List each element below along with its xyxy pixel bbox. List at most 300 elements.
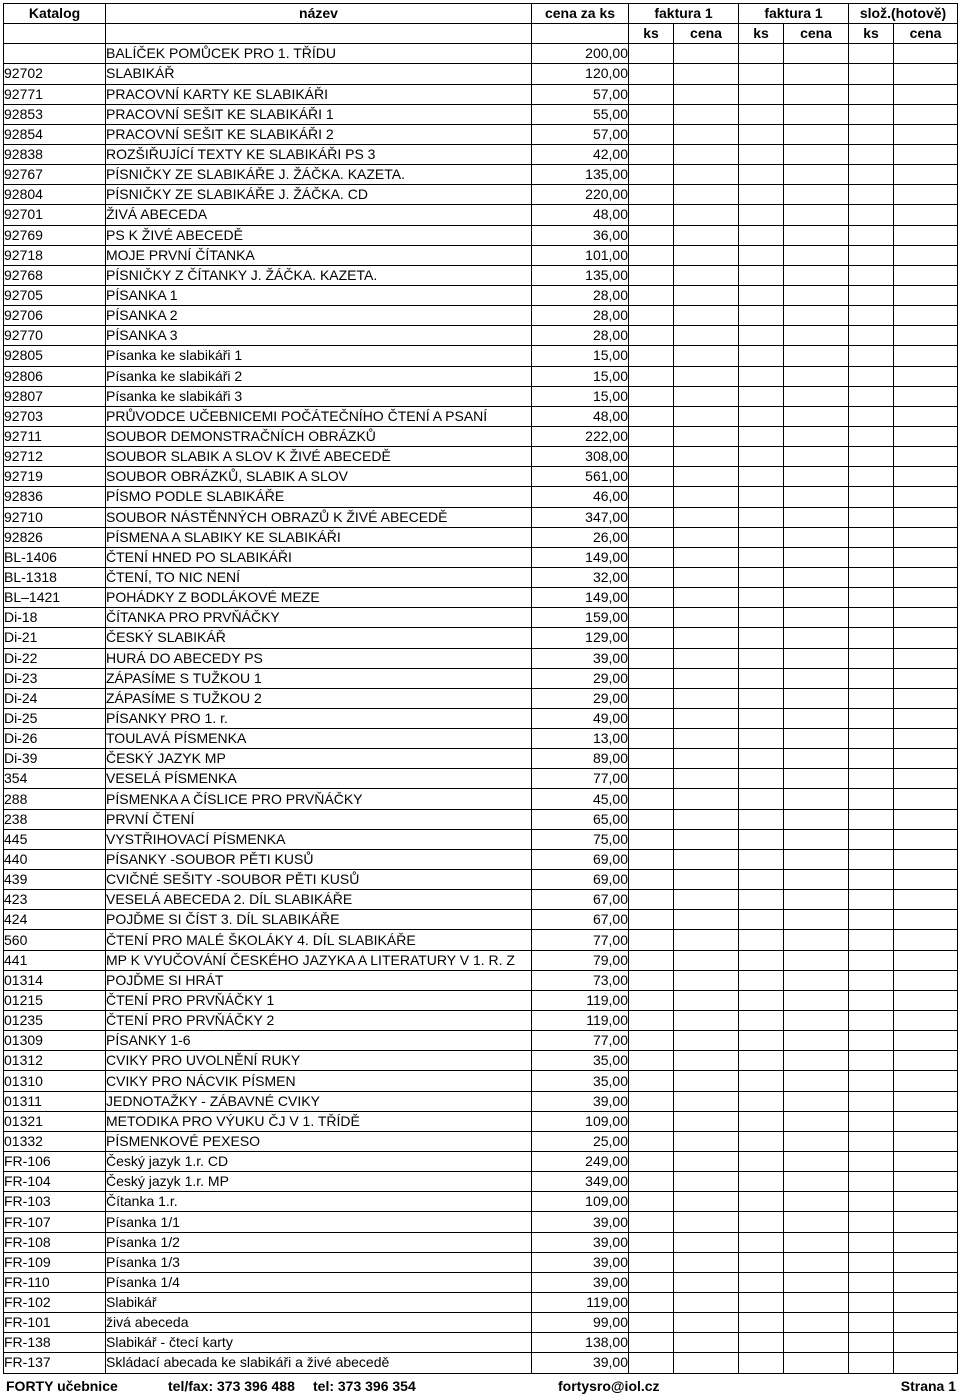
item-price: 349,00 bbox=[532, 1172, 629, 1192]
item-code: 423 bbox=[4, 890, 106, 910]
item-code: 92836 bbox=[4, 487, 106, 507]
ks-cell bbox=[849, 64, 894, 84]
table-row bbox=[4, 1131, 958, 1151]
ks-cell bbox=[739, 306, 784, 326]
ks-cell bbox=[629, 144, 674, 164]
ks-cell bbox=[849, 426, 894, 446]
item-name: Slabikář - čtecí karty bbox=[106, 1333, 532, 1353]
cena-cell bbox=[674, 1293, 739, 1313]
item-price: 79,00 bbox=[532, 950, 629, 970]
ks-cell bbox=[739, 144, 784, 164]
item-code: 445 bbox=[4, 829, 106, 849]
table-row bbox=[4, 1272, 958, 1292]
cena-cell bbox=[674, 1111, 739, 1131]
cena-cell bbox=[894, 225, 958, 245]
table-row bbox=[4, 567, 958, 587]
item-name: Český jazyk 1.r. CD bbox=[106, 1152, 532, 1172]
cena-cell bbox=[674, 1071, 739, 1091]
item-name: PRŮVODCE UČEBNICEMI POČÁTEČNÍHO ČTENÍ A PSANÍ bbox=[106, 406, 532, 426]
ks-cell bbox=[849, 1313, 894, 1333]
cena-cell bbox=[894, 668, 958, 688]
cena-cell bbox=[784, 648, 849, 668]
ks-cell bbox=[849, 870, 894, 890]
ks-cell bbox=[849, 144, 894, 164]
item-name: PS K ŽIVÉ ABECEDĚ bbox=[106, 225, 532, 245]
cena-cell bbox=[784, 1111, 849, 1131]
ks-cell bbox=[629, 1172, 674, 1192]
ks-cell bbox=[739, 426, 784, 446]
cena-cell bbox=[674, 648, 739, 668]
cena-cell bbox=[784, 1313, 849, 1333]
ks-cell bbox=[739, 890, 784, 910]
cena-cell bbox=[674, 64, 739, 84]
table-row bbox=[4, 1071, 958, 1091]
cena-cell bbox=[894, 1071, 958, 1091]
ks-cell bbox=[629, 567, 674, 587]
item-code: 92806 bbox=[4, 366, 106, 386]
item-name: ŽIVÁ ABECEDA bbox=[106, 205, 532, 225]
ks-cell bbox=[739, 1152, 784, 1172]
footer-page-number: Strana 1 bbox=[900, 1378, 956, 1394]
item-code: 92826 bbox=[4, 527, 106, 547]
cena-cell bbox=[674, 930, 739, 950]
footer-email: fortysro@iol.cz bbox=[558, 1378, 660, 1394]
item-name: CVIKY PRO UVOLNĚNÍ RUKY bbox=[106, 1051, 532, 1071]
cena-cell bbox=[894, 567, 958, 587]
table-row bbox=[4, 245, 958, 265]
ks-cell bbox=[849, 527, 894, 547]
ks-cell bbox=[739, 910, 784, 930]
cena-cell bbox=[674, 809, 739, 829]
item-price: 57,00 bbox=[532, 84, 629, 104]
cena-cell bbox=[784, 708, 849, 728]
table-row bbox=[4, 1011, 958, 1031]
item-code: FR-107 bbox=[4, 1212, 106, 1232]
catalog-table bbox=[3, 3, 958, 1374]
item-code: 01321 bbox=[4, 1111, 106, 1131]
ks-cell bbox=[739, 1111, 784, 1131]
table-row bbox=[4, 467, 958, 487]
cena-cell bbox=[784, 910, 849, 930]
ks-cell bbox=[849, 386, 894, 406]
item-price: 39,00 bbox=[532, 1212, 629, 1232]
cena-cell bbox=[894, 84, 958, 104]
ks-cell bbox=[739, 708, 784, 728]
cena-cell bbox=[784, 326, 849, 346]
ks-cell bbox=[629, 1131, 674, 1151]
ks-cell bbox=[849, 285, 894, 305]
ks-cell bbox=[629, 1031, 674, 1051]
item-price: 42,00 bbox=[532, 144, 629, 164]
item-name: PÍSANKY -SOUBOR PĚTI KUSŮ bbox=[106, 849, 532, 869]
item-code: 92771 bbox=[4, 84, 106, 104]
cena-cell bbox=[894, 447, 958, 467]
item-code: 01311 bbox=[4, 1091, 106, 1111]
item-name: SLABIKÁŘ bbox=[106, 64, 532, 84]
item-price: 347,00 bbox=[532, 507, 629, 527]
cena-cell bbox=[894, 1111, 958, 1131]
cena-cell bbox=[674, 144, 739, 164]
ks-cell bbox=[739, 447, 784, 467]
cena-cell bbox=[674, 205, 739, 225]
cena-cell bbox=[784, 1293, 849, 1313]
cena-cell bbox=[674, 507, 739, 527]
item-price: 29,00 bbox=[532, 668, 629, 688]
table-row bbox=[4, 386, 958, 406]
item-code: 92807 bbox=[4, 386, 106, 406]
cena-cell bbox=[894, 265, 958, 285]
cena-cell bbox=[674, 44, 739, 64]
table-row bbox=[4, 950, 958, 970]
item-code: 01314 bbox=[4, 970, 106, 990]
table-row bbox=[4, 306, 958, 326]
item-code: 92768 bbox=[4, 265, 106, 285]
cena-cell bbox=[894, 165, 958, 185]
item-name: ČESKÝ SLABIKÁŘ bbox=[106, 628, 532, 648]
item-name: PRACOVNÍ SEŠIT KE SLABIKÁŘI 1 bbox=[106, 104, 532, 124]
cena-cell bbox=[894, 1333, 958, 1353]
item-code: 01215 bbox=[4, 990, 106, 1010]
table-row bbox=[4, 708, 958, 728]
ks-cell bbox=[739, 1333, 784, 1353]
ks-cell bbox=[739, 990, 784, 1010]
ks-cell bbox=[849, 124, 894, 144]
item-price: 120,00 bbox=[532, 64, 629, 84]
item-price: 138,00 bbox=[532, 1333, 629, 1353]
item-price: 35,00 bbox=[532, 1051, 629, 1071]
item-code: Di-24 bbox=[4, 688, 106, 708]
ks-cell bbox=[849, 1353, 894, 1373]
ks-cell bbox=[629, 1192, 674, 1212]
ks-cell bbox=[849, 729, 894, 749]
ks-cell bbox=[849, 1071, 894, 1091]
table-row bbox=[4, 809, 958, 829]
cena-cell bbox=[894, 306, 958, 326]
item-code: FR-137 bbox=[4, 1353, 106, 1373]
ks-cell bbox=[739, 84, 784, 104]
cena-cell bbox=[784, 849, 849, 869]
item-price: 308,00 bbox=[532, 447, 629, 467]
header-ks: ks bbox=[739, 24, 784, 44]
cena-cell bbox=[784, 668, 849, 688]
cena-cell bbox=[894, 1192, 958, 1212]
ks-cell bbox=[849, 970, 894, 990]
ks-cell bbox=[629, 608, 674, 628]
table-row bbox=[4, 990, 958, 1010]
ks-cell bbox=[849, 809, 894, 829]
item-price: 129,00 bbox=[532, 628, 629, 648]
ks-cell bbox=[629, 1011, 674, 1031]
ks-cell bbox=[739, 185, 784, 205]
ks-cell bbox=[629, 1252, 674, 1272]
cena-cell bbox=[894, 386, 958, 406]
item-code: Di-21 bbox=[4, 628, 106, 648]
item-name: Skládací abecada ke slabikáři a živé abecedě bbox=[106, 1353, 532, 1373]
cena-cell bbox=[894, 205, 958, 225]
ks-cell bbox=[629, 306, 674, 326]
item-price: 39,00 bbox=[532, 648, 629, 668]
item-code: Di-25 bbox=[4, 708, 106, 728]
cena-cell bbox=[894, 527, 958, 547]
cena-cell bbox=[674, 306, 739, 326]
table-row bbox=[4, 527, 958, 547]
ks-cell bbox=[849, 1232, 894, 1252]
ks-cell bbox=[849, 588, 894, 608]
cena-cell bbox=[674, 84, 739, 104]
ks-cell bbox=[629, 628, 674, 648]
ks-cell bbox=[629, 1152, 674, 1172]
table-row bbox=[4, 1293, 958, 1313]
cena-cell bbox=[674, 1192, 739, 1212]
table-row bbox=[4, 729, 958, 749]
table-row bbox=[4, 1051, 958, 1071]
cena-cell bbox=[894, 124, 958, 144]
cena-cell bbox=[784, 527, 849, 547]
ks-cell bbox=[629, 1111, 674, 1131]
cena-cell bbox=[784, 144, 849, 164]
table-row bbox=[4, 487, 958, 507]
cena-cell bbox=[894, 588, 958, 608]
item-price: 39,00 bbox=[532, 1252, 629, 1272]
cena-cell bbox=[784, 285, 849, 305]
cena-cell bbox=[674, 628, 739, 648]
table-row bbox=[4, 1031, 958, 1051]
ks-cell bbox=[629, 426, 674, 446]
item-name: Slabikář bbox=[106, 1293, 532, 1313]
item-price: 48,00 bbox=[532, 406, 629, 426]
ks-cell bbox=[849, 406, 894, 426]
item-code: BL-1406 bbox=[4, 547, 106, 567]
cena-cell bbox=[674, 1051, 739, 1071]
header-sloz-hotove: slož.(hotově) bbox=[849, 4, 958, 24]
cena-cell bbox=[784, 366, 849, 386]
ks-cell bbox=[629, 547, 674, 567]
item-code: FR-106 bbox=[4, 1152, 106, 1172]
item-code: 424 bbox=[4, 910, 106, 930]
table-row bbox=[4, 44, 958, 64]
ks-cell bbox=[629, 990, 674, 1010]
cena-cell bbox=[894, 64, 958, 84]
ks-cell bbox=[629, 265, 674, 285]
item-price: 135,00 bbox=[532, 165, 629, 185]
item-name: živá abeceda bbox=[106, 1313, 532, 1333]
table-row bbox=[4, 1333, 958, 1353]
ks-cell bbox=[849, 447, 894, 467]
ks-cell bbox=[849, 1192, 894, 1212]
cena-cell bbox=[784, 467, 849, 487]
ks-cell bbox=[629, 64, 674, 84]
cena-cell bbox=[784, 44, 849, 64]
table-row bbox=[4, 165, 958, 185]
ks-cell bbox=[629, 165, 674, 185]
ks-cell bbox=[629, 507, 674, 527]
table-row bbox=[4, 225, 958, 245]
item-price: 25,00 bbox=[532, 1131, 629, 1151]
cena-cell bbox=[894, 990, 958, 1010]
item-name: SOUBOR SLABIK A SLOV K ŽIVÉ ABECEDĚ bbox=[106, 447, 532, 467]
item-price: 99,00 bbox=[532, 1313, 629, 1333]
cena-cell bbox=[674, 1333, 739, 1353]
header-empty bbox=[532, 24, 629, 44]
cena-cell bbox=[784, 1131, 849, 1151]
ks-cell bbox=[629, 648, 674, 668]
cena-cell bbox=[894, 1272, 958, 1292]
ks-cell bbox=[739, 245, 784, 265]
cena-cell bbox=[894, 507, 958, 527]
ks-cell bbox=[739, 970, 784, 990]
cena-cell bbox=[894, 749, 958, 769]
header-cena: cena bbox=[894, 24, 958, 44]
cena-cell bbox=[894, 849, 958, 869]
ks-cell bbox=[849, 507, 894, 527]
ks-cell bbox=[739, 688, 784, 708]
cena-cell bbox=[784, 507, 849, 527]
ks-cell bbox=[849, 567, 894, 587]
item-name: Čítanka 1.r. bbox=[106, 1192, 532, 1212]
cena-cell bbox=[784, 426, 849, 446]
ks-cell bbox=[849, 1091, 894, 1111]
cena-cell bbox=[784, 1051, 849, 1071]
item-price: 39,00 bbox=[532, 1272, 629, 1292]
cena-cell bbox=[784, 1152, 849, 1172]
item-price: 149,00 bbox=[532, 588, 629, 608]
item-name: PÍSANKY PRO 1. r. bbox=[106, 708, 532, 728]
ks-cell bbox=[849, 1152, 894, 1172]
cena-cell bbox=[674, 990, 739, 1010]
ks-cell bbox=[849, 930, 894, 950]
cena-cell bbox=[674, 1272, 739, 1292]
ks-cell bbox=[739, 1172, 784, 1192]
header-empty bbox=[106, 24, 532, 44]
item-name: ČTENÍ PRO MALÉ ŠKOLÁKY 4. DÍL SLABIKÁŘE bbox=[106, 930, 532, 950]
cena-cell bbox=[674, 1091, 739, 1111]
ks-cell bbox=[629, 406, 674, 426]
ks-cell bbox=[739, 527, 784, 547]
ks-cell bbox=[629, 386, 674, 406]
item-price: 101,00 bbox=[532, 245, 629, 265]
table-row bbox=[4, 1111, 958, 1131]
item-name: PÍSMO PODLE SLABIKÁŘE bbox=[106, 487, 532, 507]
cena-cell bbox=[784, 225, 849, 245]
ks-cell bbox=[629, 487, 674, 507]
cena-cell bbox=[674, 225, 739, 245]
item-code: 01310 bbox=[4, 1071, 106, 1091]
cena-cell bbox=[894, 608, 958, 628]
item-code: 01235 bbox=[4, 1011, 106, 1031]
ks-cell bbox=[849, 245, 894, 265]
cena-cell bbox=[784, 1031, 849, 1051]
item-name: TOULAVÁ PÍSMENKA bbox=[106, 729, 532, 749]
cena-cell bbox=[674, 769, 739, 789]
cena-cell bbox=[894, 1172, 958, 1192]
ks-cell bbox=[849, 1031, 894, 1051]
cena-cell bbox=[894, 1031, 958, 1051]
ks-cell bbox=[629, 346, 674, 366]
cena-cell bbox=[674, 467, 739, 487]
cena-cell bbox=[784, 890, 849, 910]
item-name: Písanka 1/1 bbox=[106, 1212, 532, 1232]
cena-cell bbox=[674, 245, 739, 265]
ks-cell bbox=[739, 648, 784, 668]
cena-cell bbox=[784, 1333, 849, 1353]
cena-cell bbox=[784, 588, 849, 608]
cena-cell bbox=[674, 668, 739, 688]
item-name: PÍSNIČKY ZE SLABIKÁŘE J. ŽÁČKA. CD bbox=[106, 185, 532, 205]
item-name: ČTENÍ, TO NIC NENÍ bbox=[106, 567, 532, 587]
cena-cell bbox=[674, 608, 739, 628]
ks-cell bbox=[739, 930, 784, 950]
ks-cell bbox=[849, 1272, 894, 1292]
ks-cell bbox=[739, 44, 784, 64]
item-name: PÍSANKY 1-6 bbox=[106, 1031, 532, 1051]
item-price: 39,00 bbox=[532, 1091, 629, 1111]
cena-cell bbox=[894, 285, 958, 305]
ks-cell bbox=[629, 326, 674, 346]
table-row bbox=[4, 1152, 958, 1172]
ks-cell bbox=[849, 225, 894, 245]
cena-cell bbox=[674, 1232, 739, 1252]
ks-cell bbox=[849, 346, 894, 366]
cena-cell bbox=[674, 124, 739, 144]
ks-cell bbox=[739, 789, 784, 809]
item-name: Písanka 1/3 bbox=[106, 1252, 532, 1272]
ks-cell bbox=[849, 608, 894, 628]
item-code: FR-138 bbox=[4, 1333, 106, 1353]
ks-cell bbox=[629, 950, 674, 970]
item-code: 92719 bbox=[4, 467, 106, 487]
item-name: METODIKA PRO VÝUKU ČJ V 1. TŘÍDĚ bbox=[106, 1111, 532, 1131]
cena-cell bbox=[894, 950, 958, 970]
cena-cell bbox=[784, 930, 849, 950]
ks-cell bbox=[739, 1131, 784, 1151]
item-price: 15,00 bbox=[532, 346, 629, 366]
header-cena: cena bbox=[674, 24, 739, 44]
cena-cell bbox=[784, 1353, 849, 1373]
cena-cell bbox=[674, 346, 739, 366]
ks-cell bbox=[849, 306, 894, 326]
item-name: ROZŠIŘUJÍCÍ TEXTY KE SLABIKÁŘI PS 3 bbox=[106, 144, 532, 164]
item-name: ČTENÍ PRO PRVŇÁČKY 2 bbox=[106, 1011, 532, 1031]
item-code: FR-102 bbox=[4, 1293, 106, 1313]
ks-cell bbox=[629, 124, 674, 144]
cena-cell bbox=[784, 84, 849, 104]
item-name: PRACOVNÍ KARTY KE SLABIKÁŘI bbox=[106, 84, 532, 104]
item-price: 55,00 bbox=[532, 104, 629, 124]
item-code: 560 bbox=[4, 930, 106, 950]
item-price: 119,00 bbox=[532, 1011, 629, 1031]
table-row bbox=[4, 205, 958, 225]
item-price: 65,00 bbox=[532, 809, 629, 829]
ks-cell bbox=[849, 1172, 894, 1192]
cena-cell bbox=[784, 406, 849, 426]
ks-cell bbox=[739, 507, 784, 527]
ks-cell bbox=[849, 789, 894, 809]
item-price: 222,00 bbox=[532, 426, 629, 446]
ks-cell bbox=[849, 165, 894, 185]
table-row bbox=[4, 447, 958, 467]
item-price: 119,00 bbox=[532, 990, 629, 1010]
cena-cell bbox=[894, 890, 958, 910]
ks-cell bbox=[739, 265, 784, 285]
cena-cell bbox=[784, 547, 849, 567]
table-row bbox=[4, 1091, 958, 1111]
item-price: 67,00 bbox=[532, 890, 629, 910]
ks-cell bbox=[739, 809, 784, 829]
table-row bbox=[4, 366, 958, 386]
item-price: 36,00 bbox=[532, 225, 629, 245]
table-row bbox=[4, 507, 958, 527]
cena-cell bbox=[674, 326, 739, 346]
